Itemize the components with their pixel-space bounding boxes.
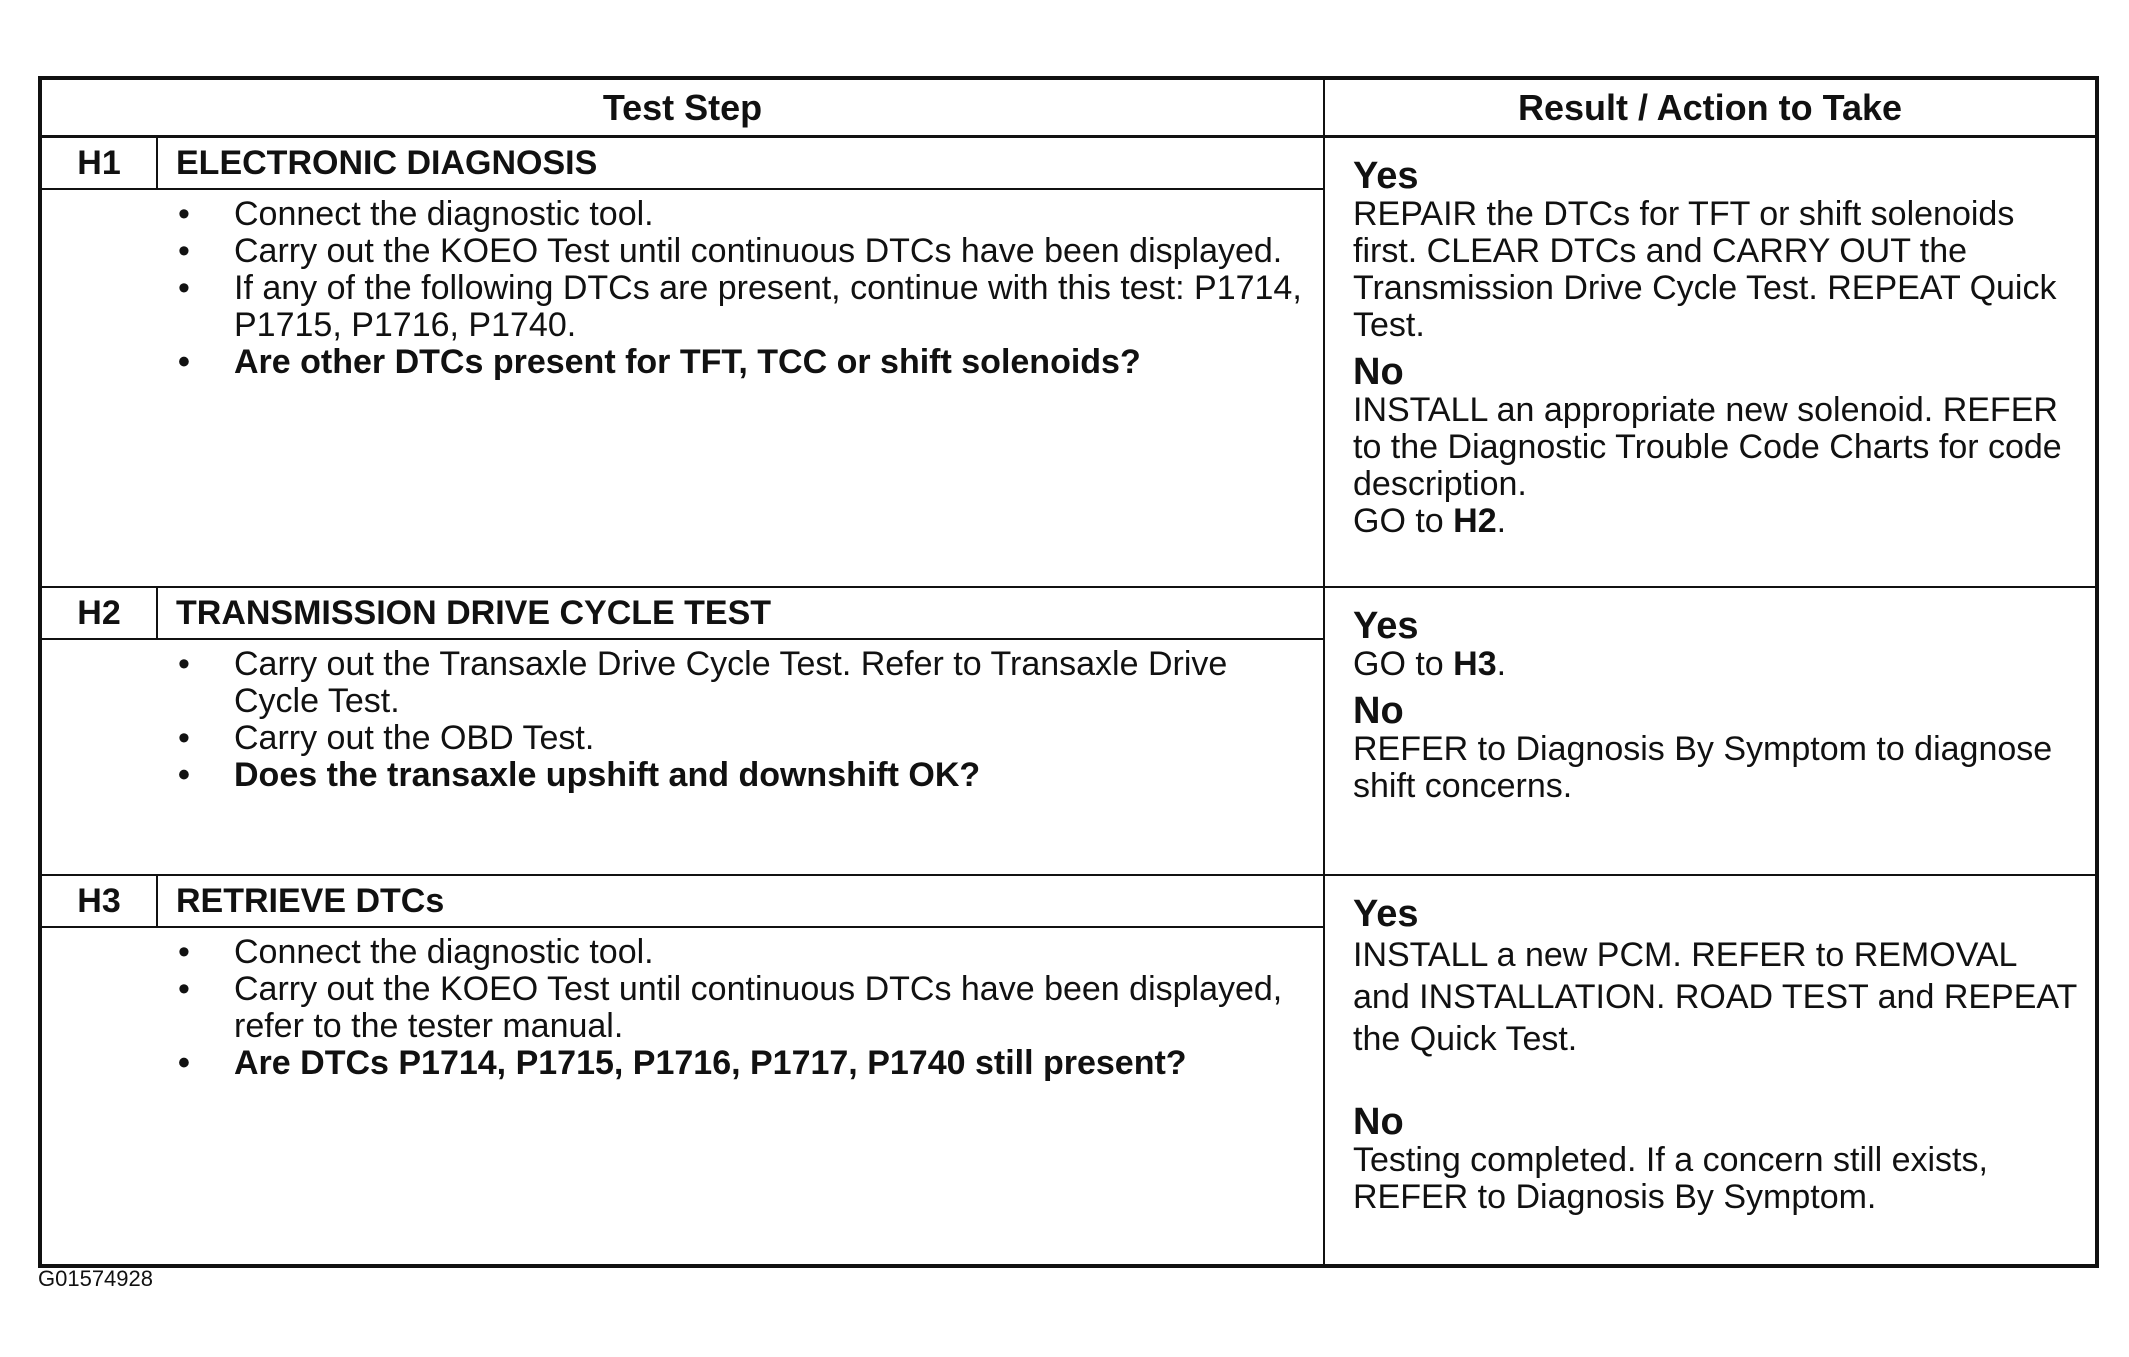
- goto-prefix: GO to: [1353, 645, 1454, 683]
- step-bullet-list: [42, 196, 1303, 381]
- yes-text: INSTALL a new PCM. REFER to REMOVAL and INSTALLATION. ROAD TEST and REPEAT the Quick Test.: [1353, 936, 2077, 1058]
- no-label: No: [1353, 690, 1404, 732]
- step-bullet: • Carry out the KOEO Test until continuous DTCs have been displayed.: [42, 233, 1303, 270]
- step-title: RETRIEVE DTCs: [157, 875, 1324, 927]
- no-text-body: INSTALL an appropriate new solenoid. REFER to the Diagnostic Trouble Code Charts for code description.: [1353, 391, 2062, 503]
- step-h3-title-row: [40, 875, 2097, 927]
- result-action-header: Result / Action to Take: [1324, 78, 2097, 137]
- step-h1-body: [40, 189, 1324, 587]
- step-bullet: • Carry out the Transaxle Drive Cycle Test. Refer to Transaxle Drive Cycle Test.: [42, 646, 1303, 720]
- no-label: No: [1353, 351, 1404, 393]
- step-bullet-list: [42, 934, 1303, 1082]
- no-text: REFER to Diagnosis By Symptom to diagnose shift concerns.: [1353, 730, 2053, 805]
- test-step-header: Test Step: [40, 78, 1324, 137]
- step-bullet: • If any of the following DTCs are present, continue with this test: P1714, P1715, P1716, P1740.: [42, 270, 1303, 344]
- step-h3-body: [40, 927, 1324, 1266]
- yes-label: Yes: [1353, 155, 1419, 197]
- goto-target: H2: [1453, 502, 1497, 540]
- step-h2-result: [1324, 587, 2097, 875]
- step-id: H2: [40, 587, 157, 639]
- step-bullet: • Carry out the OBD Test.: [42, 720, 1303, 757]
- goto-suffix: .: [1496, 502, 1507, 540]
- yes-label: Yes: [1353, 605, 1419, 647]
- step-question: • Are DTCs P1714, P1715, P1716, P1717, P1740 still present?: [42, 1045, 1303, 1082]
- no-label: No: [1353, 1101, 1404, 1143]
- step-title: TRANSMISSION DRIVE CYCLE TEST: [157, 587, 1324, 639]
- no-text: [1353, 392, 2081, 540]
- step-bullet: • Carry out the KOEO Test until continuous DTCs have been displayed, refer to the tester manual.: [42, 971, 1303, 1045]
- step-h2-title-row: [40, 587, 2097, 639]
- figure-id: G01574928: [38, 1266, 153, 1291]
- step-h1-result: [1324, 137, 2097, 588]
- no-text: Testing completed. If a concern still exists, REFER to Diagnosis By Symptom.: [1353, 1141, 1988, 1216]
- goto-prefix: GO to: [1353, 502, 1454, 540]
- step-h1-title-row: [40, 137, 2097, 190]
- step-question: • Does the transaxle upshift and downshift OK?: [42, 757, 1303, 794]
- yes-label: Yes: [1353, 893, 1419, 935]
- step-id: H1: [40, 137, 157, 190]
- diagnostic-test-table: [38, 76, 2099, 1268]
- step-h3-result: [1324, 875, 2097, 1266]
- step-id: H3: [40, 875, 157, 927]
- yes-text: [1353, 646, 2081, 683]
- table-header-row: [40, 78, 2097, 137]
- step-bullet: • Connect the diagnostic tool.: [42, 934, 1303, 971]
- goto-target: H3: [1453, 645, 1497, 683]
- goto-suffix: .: [1496, 645, 1507, 683]
- step-question: • Are other DTCs present for TFT, TCC or shift solenoids?: [42, 344, 1303, 381]
- step-h2-body: [40, 639, 1324, 875]
- step-bullet: • Connect the diagnostic tool.: [42, 196, 1303, 233]
- step-bullet-list: [42, 646, 1303, 794]
- yes-text: REPAIR the DTCs for TFT or shift solenoids first. CLEAR DTCs and CARRY OUT the Transmission Drive Cycle Test. REPEAT Quick Test.: [1353, 195, 2057, 344]
- step-title: ELECTRONIC DIAGNOSIS: [157, 137, 1324, 190]
